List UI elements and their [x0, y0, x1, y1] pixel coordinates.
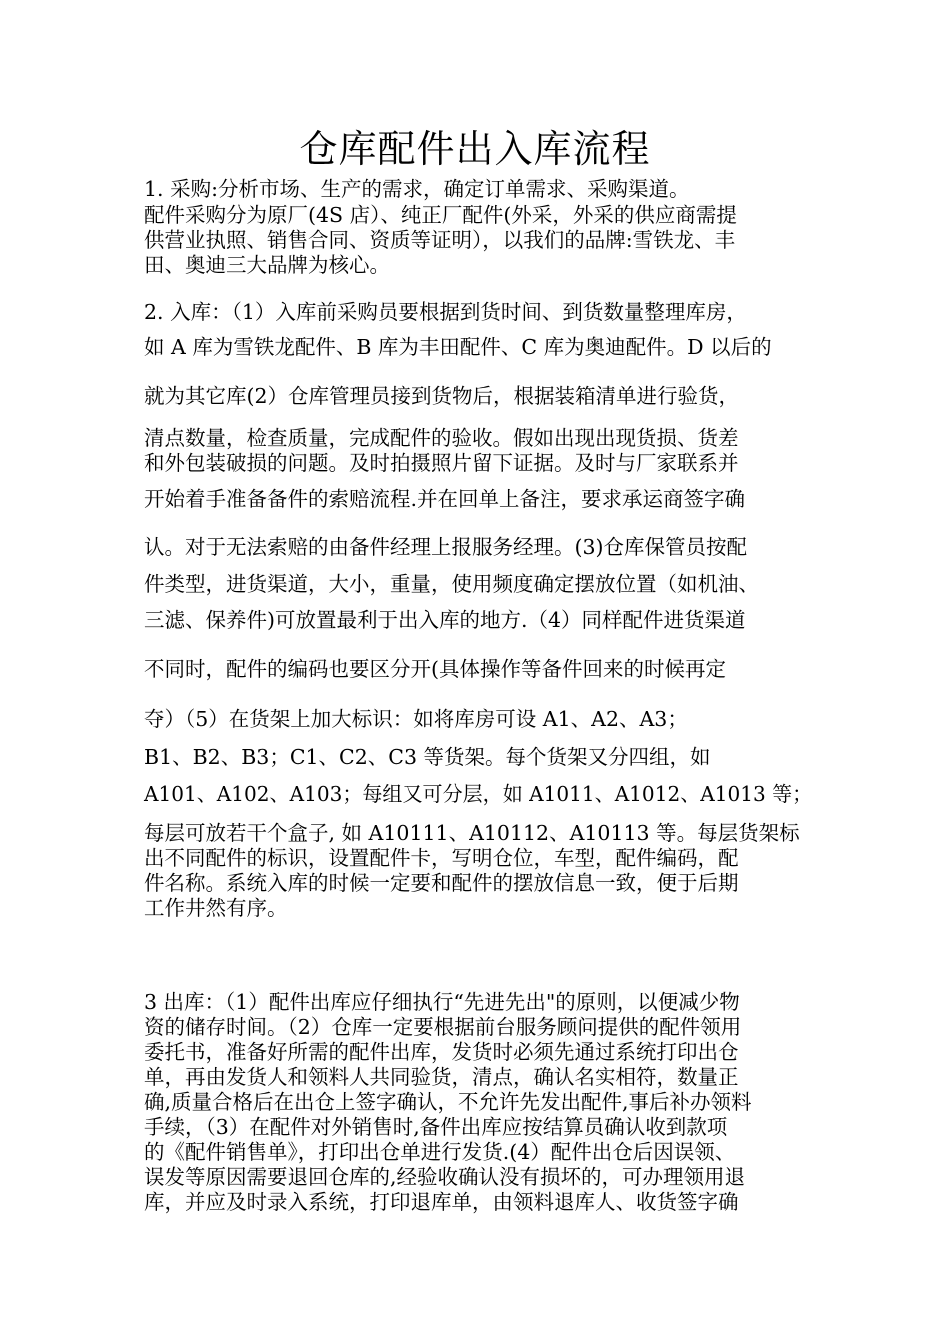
paragraph-line: 工作井然有序。: [144, 896, 288, 920]
paragraph-line: 供营业执照、销售合同、资质等证明），以我们的品牌:雪铁龙、丰: [144, 228, 736, 252]
paragraph-line: 误发等原因需要退回仓库的,经验收确认没有损坏的，可办理领用退: [144, 1165, 746, 1189]
paragraph-line: 就为其它库(2）仓库管理员接到货物后，根据装箱清单进行验货，: [144, 384, 740, 408]
paragraph-line: 不同时，配件的编码也要区分开(具体操作等备件回来的时候再定: [144, 657, 726, 681]
paragraph-line: 出不同配件的标识，设置配件卡，写明仓位，车型，配件编码，配: [144, 846, 739, 870]
paragraph-line: 库，并应及时录入系统，打印退库单，由领料退库人、收货签字确: [144, 1190, 739, 1214]
paragraph-line: 2. 入库：（1）入库前采购员要根据到货时间、到货数量整理库房，: [144, 300, 747, 324]
paragraph-line: 认。对于无法索赔的由备件经理上报服务经理。(3)仓库保管员按配: [144, 535, 748, 559]
paragraph-line: 件类型，进货渠道，大小，重量，使用频度确定摆放位置（如机油、: [144, 572, 759, 596]
paragraph-line: 1. 采购:分析市场、生产的需求，确定订单需求、采购渠道。: [144, 177, 690, 201]
paragraph-line: 开始着手准备备件的索赔流程.并在回单上备注，要求承运商签字确: [144, 487, 746, 511]
paragraph-line: 单，再由发货人和领料人共同验货，清点，确认名实相符，数量正: [144, 1065, 739, 1089]
paragraph-line: 3 出库：（1）配件出库应仔细执行“先进先出"的原则，以便减少物: [144, 990, 740, 1014]
paragraph-line: 田、奥迪三大品牌为核心。: [144, 253, 390, 277]
paragraph-line: 确,质量合格后在出仓上签字确认，不允许先发出配件,事后补办领料: [144, 1090, 752, 1114]
paragraph-line: 夺）（5）在货架上加大标识：如将库房可设 A1、A2、A3；: [144, 707, 688, 731]
paragraph-line: 手续，（3）在配件对外销售时,备件出库应按结算员确认收到款项: [144, 1115, 728, 1139]
paragraph-line: 委托书，准备好所需的配件出库，发货时必须先通过系统打印出仓: [144, 1040, 739, 1064]
paragraph-line: A101、A102、A103；每组又可分层，如 A1011、A1012、A1013 等；: [144, 782, 813, 806]
paragraph-line: 的《配件销售单》，打印出仓单进行发货.(4）配件出仓后因误领、: [144, 1140, 736, 1164]
paragraph-line: 和外包装破损的问题。及时拍摄照片留下证据。及时与厂家联系并: [144, 451, 739, 475]
paragraph-line: 件名称。系统入库的时候一定要和配件的摆放信息一致，便于后期: [144, 871, 739, 895]
document-title: 仓库配件出入库流程: [299, 127, 651, 171]
paragraph-line: 资的储存时间。（2）仓库一定要根据前台服务顾问提供的配件领用: [144, 1015, 742, 1039]
paragraph-line: B1、B2、B3；C1、C2、C3 等货架。每个货架又分四组，如: [144, 745, 711, 769]
paragraph-line: 三滤、保养件)可放置最利于出入库的地方.（4）同样配件进货渠道: [144, 608, 746, 632]
paragraph-line: 每层可放若干个盒子, 如 A10111、A10112、A10113 等。每层货架标: [144, 821, 800, 845]
paragraph-line: 配件采购分为原厂(4S 店）、纯正厂配件(外采，外采的供应商需提: [144, 203, 737, 227]
paragraph-line: 清点数量，检查质量，完成配件的验收。假如出现出现货损、货差: [144, 426, 739, 450]
paragraph-line: 如 A 库为雪铁龙配件、B 库为丰田配件、C 库为奥迪配件。D 以后的: [144, 335, 772, 359]
